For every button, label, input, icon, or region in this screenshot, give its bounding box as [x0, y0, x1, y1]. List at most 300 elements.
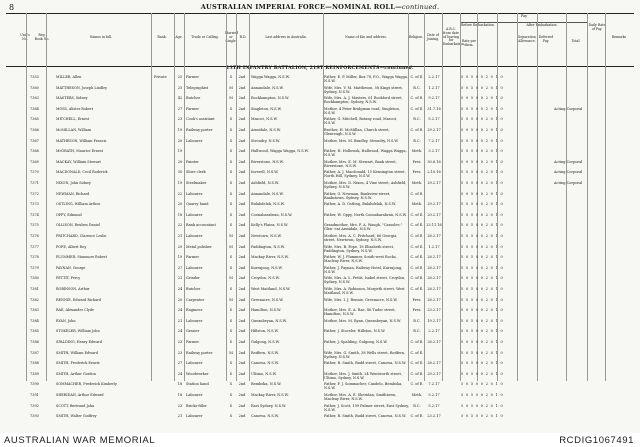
unit-number: 7387 [30, 350, 39, 355]
religion: Pres. [412, 308, 422, 313]
age: 20 [177, 159, 183, 164]
age: 27 [177, 265, 183, 270]
table-row [6, 169, 634, 180]
last-address: Bemboka, N.S.W. [251, 382, 282, 387]
pay-figures: 5 0 5 0 0 2 0 1 0 [461, 287, 504, 291]
pay-figures: 5 0 5 0 0 2 0 1 0 [461, 371, 504, 376]
religion: Pres. [412, 159, 422, 164]
soldier-name: OSTLING, William Arthur [56, 202, 101, 207]
unit-number: 7389 [30, 371, 39, 376]
date-joined: 29.2.17 [427, 128, 441, 132]
age: 27 [177, 361, 183, 366]
col-religion: Religion. [408, 35, 424, 39]
marital-status: S [229, 170, 233, 175]
last-address: Hamilton, N.S.W. [251, 308, 282, 313]
date-joined: 2.10.16 [427, 170, 441, 175]
next-of-kin: Father, F. J. Sommacher, Candelo, Bemboka, N.S.W. [324, 382, 403, 391]
marital-status: S [229, 308, 233, 313]
footer-archive-name: AUSTRALIAN WAR MEMORIAL [4, 435, 156, 446]
last-address: Canowa, N.S.W. [251, 361, 279, 366]
unit-number: 7371 [30, 181, 39, 185]
rel-code: 2nd [238, 191, 246, 196]
next-of-kin: Father, E. P. Miller, Box 78, P.O., Wagga Wagga, N.S.W. [324, 75, 409, 83]
religion: C. of E. [410, 212, 424, 217]
religion: R.C. [413, 329, 421, 334]
age: 23 [177, 350, 183, 355]
trade: Labourer [186, 212, 203, 217]
next-of-kin: Wife, Mrs. A. L. Pettit, Isabel street, Croydon, Sydney, N.S.W. [324, 276, 406, 285]
next-of-kin: Mother, Mrs. D. Nixon, 4 Vine street, Ashfield, Sydney, N.S.W. [324, 181, 407, 189]
unit-number: 7378 [30, 255, 39, 260]
age: 20 [177, 202, 183, 207]
last-address: Ashfield, N.S.W. [251, 181, 280, 185]
table-row [6, 339, 634, 350]
pay-figures: 5 0 5 0 0 2 0 1 0 [461, 181, 504, 185]
remarks: Acting Corporal [554, 170, 583, 175]
religion: Meth. [411, 181, 423, 185]
religion: C. of E. [410, 350, 424, 355]
soldier-name: SHERIDAN, Arthur Edward [56, 393, 104, 397]
soldier-name: RYAN, John [56, 318, 76, 323]
rel-code: 2nd [238, 265, 246, 270]
marital-status: M [229, 234, 233, 238]
last-address: Annandale, N.S.W. [251, 191, 284, 196]
footer-bar [0, 433, 640, 447]
pay-figures: 5 0 5 0 0 2 0 1 0 [461, 138, 504, 143]
unit-number: 7375 [30, 223, 39, 228]
religion: C. of E. [410, 128, 424, 132]
marital-status: S [229, 117, 233, 122]
marital-status: M [229, 244, 233, 249]
last-address: Redfern, N.S.W. [251, 350, 279, 355]
soldier-name: SMITH, William Edward [56, 350, 98, 355]
last-address: Gulgong, N.S.W. [251, 340, 280, 344]
soldier-name: SMITH, Arthur Gordon [56, 371, 96, 376]
last-address: Coonabarabran, N.S.W. [251, 212, 293, 217]
table-row [6, 265, 634, 276]
rel-code: 2nd [238, 138, 246, 143]
unit-number: 7366 [30, 128, 39, 132]
last-address: Wagga Wagga, N.S.W. [251, 75, 290, 79]
age: 21 [177, 318, 183, 323]
pay-figures: 5 0 5 0 0 2 0 1 0 [461, 106, 504, 111]
rel-code: 2nd [238, 159, 246, 164]
last-address: Croydon, N.S.W. [251, 276, 280, 281]
date-joined: 1.2.17 [428, 244, 440, 249]
date-joined: 5.2.17 [428, 117, 440, 122]
next-of-kin: Brother, H. McMillan, Church street, Glenreagh, N.S.W. [324, 128, 390, 136]
next-of-kin: Father, A. D. Ostling, Bulahdelah, N.S.W. [324, 202, 396, 207]
religion: C. of E. [410, 106, 424, 111]
table-row [6, 403, 634, 414]
rel-code: 2nd [238, 106, 246, 111]
next-of-kin: Father, H. Holbrook, Hallwood, Wagga Wagga, N.S.W. [324, 149, 407, 158]
soldier-name: SOMMACHER, Frederick Kimberly [56, 382, 117, 387]
trade: Cook's assistant [186, 117, 215, 122]
table-row [6, 328, 634, 339]
rel-code: 2nd [238, 170, 246, 175]
pay-figures: 5 0 5 0 0 2 0 1 0 [461, 265, 504, 270]
soldier-name: MITCHELL, Ernest [56, 117, 90, 122]
last-address: Mascot, N.S.W. [251, 117, 278, 122]
marital-status: S [229, 371, 233, 376]
table-row [6, 233, 634, 244]
soldier-name: MILLER, Allen [56, 75, 82, 79]
soldier-name: MACDONALD, Cecil Roderick [56, 170, 108, 175]
pay-figures: 5 0 5 0 0 2 0 1 0 [461, 223, 504, 228]
date-joined: 3.2.17 [428, 149, 440, 154]
last-address: Singleton, N.S.W. [251, 106, 282, 111]
table-row [6, 413, 634, 424]
pay-figures: 5 0 5 0 0 2 0 1 0 [461, 159, 504, 164]
trade: Steelmaker [186, 181, 207, 185]
rel-code: 2nd [238, 276, 246, 281]
age: 23 [177, 117, 183, 122]
soldier-name: MATHESON, William Francis [56, 138, 107, 143]
age: 25 [177, 85, 183, 90]
date-joined: 30.6.16 [427, 159, 441, 164]
age: 21 [177, 414, 183, 419]
religion: C. of E. [410, 255, 424, 260]
trade: Railway porter [186, 350, 213, 355]
rel-code: 2nd [238, 382, 246, 387]
col-age: Age. [175, 35, 183, 39]
pay-figures: 5 0 5 0 0 2 0 1 0 [461, 382, 504, 387]
age: 18 [177, 382, 183, 387]
last-address: East Sydney, N.S.W. [251, 403, 287, 408]
unit-number: 7373 [30, 202, 39, 207]
rel-code: 2nd [238, 340, 246, 344]
soldier-name: RAE, Alexander Clyde [56, 308, 94, 313]
next-of-kin: Wife, Mrs. I. J. Rennie, Greenacre, N.S.W. [324, 297, 398, 302]
next-of-kin: Wife, Mrs. B. Pope, 18 Elizabeth street, Paddington, Sydney, N.S.W. [324, 244, 395, 253]
col-rd: R.D. [239, 35, 247, 39]
marital-status: S [229, 202, 233, 207]
last-address: Armidale, N.S.W. [251, 128, 281, 132]
next-of-kin: Father, G. Mitchell, Botany road, Mascot, N.S.W. [324, 117, 398, 126]
date-joined: 29.2.17 [427, 371, 441, 376]
col-allotment: A.R.C. from date of leaving for Embarkation. [443, 27, 465, 47]
date-joined: 2.2.17 [428, 329, 440, 334]
trade: Telegraphist [186, 85, 209, 90]
last-address: Hillston, N.S.W. [251, 329, 279, 334]
next-of-kin: Mother, Mrs. M. Ryan, Queanbeyan, N.S.W. [324, 318, 401, 323]
pay-separation-header: Separation Allowance. [518, 35, 536, 43]
trade: Painter [186, 159, 199, 164]
religion: Pres. [412, 297, 422, 302]
age: 24 [177, 287, 183, 291]
next-of-kin: Wife, Mrs. V. M. Mattheson, 58 Kings street, Sydney, N.S.W. [324, 85, 403, 94]
pay-figures: 5 0 5 0 0 2 0 1 0 [461, 170, 504, 175]
table-row [6, 318, 634, 329]
religion: Meth. [411, 149, 423, 154]
marital-status: M [229, 276, 233, 281]
unit-number: 7384 [30, 318, 39, 323]
religion: R.C. [413, 318, 421, 323]
pay-total-header: Total. [571, 39, 581, 43]
next-of-kin: Father, J. Scott, 199 Palmer street, East Sydney, N.S.W. [324, 403, 409, 412]
rel-code: 2nd [238, 318, 246, 323]
age: 30 [177, 170, 183, 175]
table-row [6, 350, 634, 361]
next-of-kin: Father, W. J. Plummer, South-west Rocks, Macleay River, N.S.W. [324, 255, 397, 264]
religion: C. of E. [410, 191, 424, 196]
marital-status: S [229, 265, 233, 270]
date-joined: 28.2.17 [427, 276, 441, 281]
col-married: Married or Single. [225, 31, 239, 43]
religion: C. of E. [410, 75, 424, 79]
date-joined: 23.2.17 [427, 414, 441, 419]
next-of-kin: Mother, Mrs. E. M. Stewart, Bank street, Riverstone, N.S.W. [324, 159, 397, 168]
marital-status: S [229, 318, 233, 323]
col-reg-no: Reg. Book No. [34, 33, 50, 41]
pay-rate-header: Rate per diem. [461, 39, 476, 47]
col-remarks: Remarks [611, 35, 627, 39]
marital-status: S [229, 382, 233, 387]
date-joined: 29.2.17 [427, 181, 441, 185]
soldier-name: McMILLAN, William [56, 128, 92, 132]
unit-number: 7372 [30, 191, 39, 196]
trade: Bank accountant [186, 223, 216, 228]
soldier-name: OPPY, Edmund [56, 212, 82, 217]
pay-figures: 5 0 5 0 0 2 0 1 0 [461, 244, 504, 249]
col-date-joining: Date of Joining. [426, 33, 440, 41]
age: 42 [177, 96, 183, 101]
next-of-kin: Mother, Mrs. J. Smith, 24 Wentworth street, Ultimo, Sydney, N.S.W. [324, 371, 402, 380]
table-row [6, 127, 634, 138]
last-address: Ultimo, N.S.W. [251, 371, 277, 376]
pay-figures: 5 0 5 0 0 2 0 1 0 [461, 128, 504, 132]
religion: C. of E. [410, 96, 424, 101]
rel-code: 2nd [238, 128, 246, 132]
pay-figures: 5 0 5 0 0 2 0 1 0 [461, 85, 504, 90]
pay-after-header: After Embarkation. [526, 23, 558, 27]
pay-figures: 5 0 5 0 0 2 0 1 0 [461, 350, 504, 355]
trade: Farmer [186, 75, 200, 79]
remarks: Acting Corporal [554, 181, 583, 185]
age: 18 [177, 212, 183, 217]
col-address: Last address in Australia. [265, 35, 307, 39]
date-joined: 7.2.17 [428, 382, 440, 387]
rel-code: 2nd [238, 202, 246, 207]
marital-status: S [229, 106, 233, 111]
soldier-name: OLLISON, Reuben Daniel [56, 223, 100, 228]
last-address: Hallwood, Wagga Wagga, N.S.W. [251, 149, 309, 154]
marital-status: M [229, 85, 233, 90]
last-address: Canowa, N.S.W. [251, 414, 279, 419]
pay-figures: 5 0 5 0 0 2 0 1 0 [461, 308, 504, 313]
pay-figures: 5 0 5 0 0 2 0 1 0 [461, 403, 504, 408]
age: 23 [177, 340, 183, 344]
unit-number: 7377 [30, 244, 39, 249]
religion: R.C. [413, 85, 421, 90]
religion: Meth. [411, 202, 423, 207]
rel-code: 2nd [238, 329, 246, 334]
religion: C. of E. [410, 265, 424, 270]
marital-status: M [229, 297, 233, 302]
rel-code: 2nd [238, 149, 246, 154]
marital-status: S [229, 212, 233, 217]
unit-number: 7360 [30, 85, 39, 90]
next-of-kin: Father, A. J. Macdonald, 15 Kensington street, North Hill, Sydney, N.S.W. [324, 170, 406, 179]
date-joined: 29.2.17 [427, 202, 441, 207]
marital-status: M [229, 350, 233, 355]
pay-before-header: Before Embarkation. [461, 23, 495, 27]
table-row [6, 275, 634, 286]
trade: Grinder [186, 276, 200, 281]
religion: R.C. [413, 117, 421, 122]
last-address: Bulahdelah, N.S.W. [251, 202, 285, 207]
religion: Pres. [412, 170, 422, 175]
trade: Labourer [186, 393, 203, 397]
trade: Labourer [186, 318, 203, 323]
section-title-suffix: continued. [384, 66, 414, 71]
trade: Bricks-filler [186, 403, 207, 408]
trade: Station hand [186, 382, 209, 387]
trade: Woodworker [186, 371, 209, 376]
soldier-name: SPALDING, Henry Edward [56, 340, 102, 344]
unit-number: 7379 [30, 265, 39, 270]
table-row [6, 222, 634, 233]
date-joined: 5.2.17 [428, 393, 440, 397]
pay-figures: 5 0 5 0 0 2 0 1 0 [461, 318, 504, 323]
date-joined: 9.2.17 [428, 96, 440, 101]
soldier-name: SMITH, Frederick Ernest [56, 361, 100, 366]
remarks: Acting Corporal [554, 106, 583, 111]
soldier-name: MASTERS, Sidney [56, 96, 88, 101]
soldier-name: MACKAY, William Stewart [56, 159, 101, 164]
date-joined: 28.2.17 [427, 265, 441, 270]
table-row [6, 116, 634, 127]
last-address: West Maitland, N.S.W. [251, 287, 291, 291]
religion: C. of E. [410, 382, 424, 387]
last-address: Greenacre, N.S.W. [251, 297, 284, 302]
unit-number: 7385 [30, 329, 39, 334]
next-of-kin: Father, J. Stoceler, Hillston, N.S.W. [324, 329, 386, 334]
marital-status: S [229, 329, 233, 334]
unit-number: 7370 [30, 170, 39, 175]
section-title: 13TH INFANTRY BATTALION, 21ST REINFORCEMENTS—continued. [226, 66, 414, 71]
religion: R.C. [413, 138, 421, 143]
unit-number: 7388 [30, 361, 39, 366]
rel-code: 2nd [238, 212, 246, 217]
marital-status: S [229, 403, 233, 408]
religion: C. of E. [410, 414, 424, 419]
age: 24 [177, 329, 183, 334]
last-address: Newtown, N.S.W. [251, 234, 282, 238]
trade: Railway porter [186, 128, 213, 132]
next-of-kin: Wife, Mrs. A. Robinson, Morpeth street, West Maitland, N.S.W. [324, 287, 405, 295]
trade: Labourer [186, 138, 203, 143]
page-title-suffix: continued. [401, 3, 440, 11]
trade: Grazier [186, 329, 200, 334]
age: 21 [177, 234, 183, 238]
trade: Farmer [186, 340, 200, 344]
next-of-kin: Mother, 4 Peter Bridgman road, Singleton, N.S.W. [324, 106, 400, 115]
last-address: Kelly's Plains, N.S.W. [251, 223, 289, 228]
religion: C. of E. [410, 276, 424, 281]
table-row [6, 297, 634, 308]
soldier-name: ROBINSON, Arthur [56, 287, 90, 291]
column-header-band [6, 13, 634, 67]
pay-figures: 5 0 5 0 0 2 0 1 0 [461, 393, 504, 397]
pay-figures: 5 0 5 0 0 2 0 1 0 [461, 202, 504, 207]
rel-code: 2nd [238, 244, 246, 249]
age: 19 [177, 181, 183, 185]
table-row [6, 106, 634, 117]
date-joined: 1.2.17 [428, 85, 440, 90]
unit-number: 7353 [30, 75, 39, 79]
rank: Private [154, 75, 167, 79]
marital-status: S [229, 340, 233, 344]
pay-figures: 5 0 5 0 0 2 0 1 0 [461, 75, 504, 79]
next-of-kin: Father, W. Oppy, North Coonabarabran, N.S.W. [324, 212, 407, 217]
last-address: Rockhampton, N.S.W. [251, 96, 290, 101]
marital-status: S [229, 191, 233, 196]
age: 20 [177, 138, 183, 143]
age: 24 [177, 308, 183, 313]
pay-figures: 5 0 5 0 0 2 0 1 0 [461, 340, 504, 344]
date-joined: 31.7.16 [427, 106, 441, 111]
rel-code: 2nd [238, 297, 246, 302]
page-number: 8 [9, 3, 15, 12]
soldier-name: MOSS, Alister Robert [56, 106, 94, 111]
last-address: Inverell, N.S.W. [251, 170, 279, 175]
soldier-name: POPE, Albert Roy [56, 244, 87, 249]
marital-status: S [229, 159, 233, 164]
trade: Carpenter [186, 297, 205, 302]
trade: Shire clerk [186, 170, 206, 175]
pay-figures: 5 0 5 0 0 2 0 1 0 [461, 234, 504, 238]
table-row [6, 148, 634, 159]
trade: Labourer [186, 361, 203, 366]
trade: Butcher [186, 96, 201, 101]
unit-number: 7392 [30, 403, 39, 408]
soldier-name: PETTIT, Percy [56, 276, 81, 281]
age: 20 [177, 297, 183, 302]
next-of-kin: Father, R. Smith, Budd street, Canowa, N.S.W. [324, 361, 407, 366]
table-row [6, 286, 634, 297]
unit-number: 7380 [30, 276, 39, 281]
next-of-kin: Grandmother, Mrs. F. A. Waugh, "Cassolee," Glen- eat Armidale, N.S.W. [324, 223, 403, 232]
next-of-kin: Father, J. Paynan, Railway Hotel, Kurrajong, N.S.W. [324, 265, 403, 274]
age: 24 [177, 371, 183, 376]
rel-code: 2nd [238, 223, 246, 228]
date-joined: 28.2.17 [427, 287, 441, 291]
table-row [6, 244, 634, 255]
pay-figures: 5 0 5 0 0 2 0 1 0 [461, 149, 504, 154]
age: 20 [177, 244, 183, 249]
pay-figures: 5 0 5 0 0 2 0 1 0 [461, 191, 504, 196]
table-row [6, 371, 634, 382]
table-row [6, 159, 634, 170]
next-of-kin: Mother, Mrs. M. Bradley, Stroudry, N.S.W. [324, 138, 399, 143]
last-address: Annandale, N.S.W. [251, 85, 284, 90]
date-joined: 19.2.17 [427, 318, 441, 323]
next-of-kin: Father, G. Newman, Bankview street, Bankstown, Sydney, N.S.W. [324, 191, 391, 200]
rel-code: 2nd [238, 85, 246, 90]
pay-figures: 5 0 5 0 0 2 0 1 0 [461, 414, 504, 419]
pay-figures: 5 0 5 0 0 2 0 1 0 [461, 361, 504, 366]
page-title: AUSTRALIAN IMPERIAL FORCE—NOMINAL ROLL—continued. [200, 3, 440, 11]
pay-figures: 5 0 5 0 0 2 0 1 0 [461, 212, 504, 217]
unit-number: 7367 [30, 138, 39, 143]
next-of-kin: Mother, Mrs. A. E. Sheridan, Smithtown, Macleay River, N.S.W. [324, 393, 397, 401]
religion: C. of E. [410, 287, 424, 291]
remarks: Acting Corporal [554, 159, 583, 164]
marital-status: S [229, 255, 233, 260]
rel-code: 2nd [238, 255, 246, 260]
